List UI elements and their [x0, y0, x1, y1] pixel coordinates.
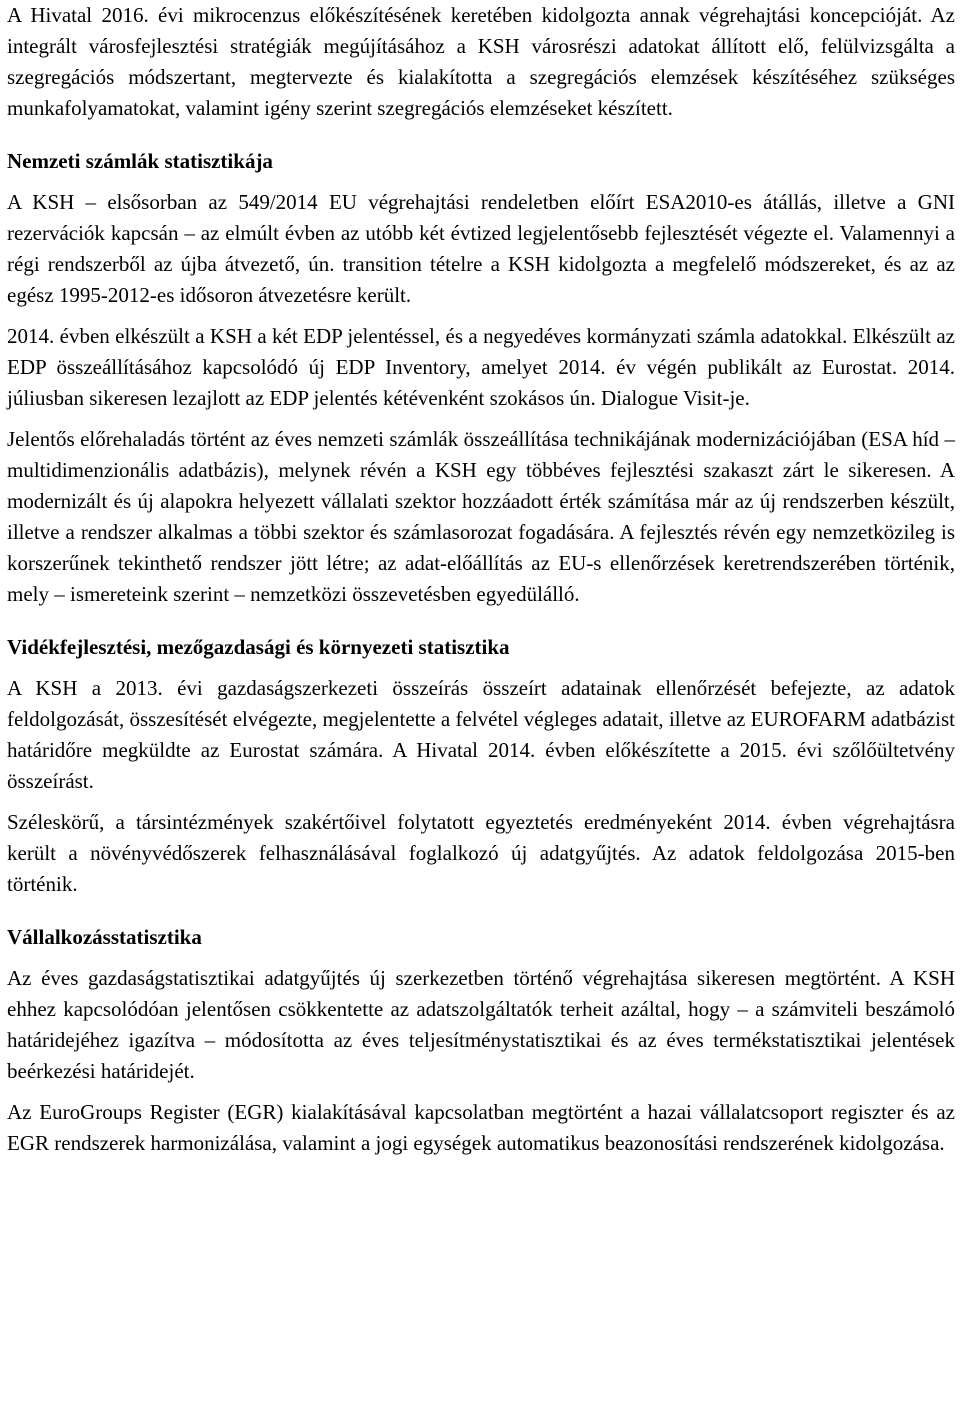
paragraph: A KSH a 2013. évi gazdaságszerkezeti összeírás összeírt adatainak ellenőrzését befejezte, az adatok feldolgozását, összesítését elvégezte, megjelentette a felvétel végleges adatait, illetve az EUROFARM adatbázist határidőre megküldte az Eurostat számára. A Hivatal 2014. évben előkészítette a 2015. évi szőlőültetvény összeírást.: [7, 676, 955, 793]
paragraph: A KSH – elsősorban az 549/2014 EU végrehajtási rendeletben előírt ESA2010-es átállás, illetve a GNI rezervációk kapcsán – az elmúlt évben az utóbb két évtized legjelentősebb fejlesztését végezte el. Valamennyi a régi rendszerből az újba átvezető, ún. transition tételre a KSH kidolgozta a megfelelő módszereket, és az az egész 1995-2012-es idősoron átvezetésre került.: [7, 190, 955, 307]
section-heading-rural-development: Vidékfejlesztési, mezőgazdasági és környezeti statisztika: [7, 635, 510, 659]
paragraph: Az EuroGroups Register (EGR) kialakításával kapcsolatban megtörtént a hazai vállalatcsoport regiszter és az EGR rendszerek harmonizálása, valamint a jogi egységek automatikus beazonosítási rendszerének kidolgozása.: [7, 1100, 955, 1155]
paragraph: 2014. évben elkészült a KSH a két EDP jelentéssel, és a negyedéves kormányzati számla adatokkal. Elkészült az EDP összeállításához kapcsolódó új EDP Inventory, amelyet 2014. év végén publikált az Eurostat. 2014. júliusban sikeresen lezajlott az EDP jelentés kétévenként szokásos ún. Dialogue Visit-je.: [7, 324, 955, 410]
section-heading-national-accounts: Nemzeti számlák statisztikája: [7, 149, 273, 173]
paragraph: Széleskörű, a társintézmények szakértőivel folytatott egyeztetés eredményeként 2014. évben végrehajtásra került a növényvédőszerek felhasználásával foglalkozó új adatgyűjtés. Az adatok feldolgozása 2015-ben történik.: [7, 810, 955, 896]
paragraph: Az éves gazdaságstatisztikai adatgyűjtés új szerkezetben történő végrehajtása sikeresen megtörtént. A KSH ehhez kapcsolódóan jelentősen csökkentette az adatszolgáltatók terheit azáltal, hogy – a számviteli beszámoló határidejéhez igazítva – módosította az éves teljesítménystatisztikai és az éves termékstatisztikai jelentések beérkezési határidejét.: [7, 966, 955, 1083]
section-heading-business-statistics: Vállalkozásstatisztika: [7, 925, 202, 949]
intro-paragraph: A Hivatal 2016. évi mikrocenzus előkészítésének keretében kidolgozta annak végrehajtási koncepcióját. Az integrált városfejlesztési stratégiák megújításához a KSH városrészi adatokat állított elő, felülvizsgálta a szegregációs módszertant, megtervezte és kialakította a szegregációs elemzések készítéséhez szükséges munkafolyamatokat, valamint igény szerint szegregációs elemzéseket készített.: [7, 3, 955, 120]
document-page: [7, 0, 955, 1159]
paragraph: Jelentős előrehaladás történt az éves nemzeti számlák összeállítása technikájának modernizációjában (ESA híd – multidimenzionális adatbázis), melynek révén a KSH egy többéves fejlesztési szakaszt zárt le sikeresen. A modernizált és új alapokra helyezett vállalati szektor hozzáadott érték számítása már az új rendszerben készült, illetve a rendszer alkalmas a többi szektor és számlasorozat fogadására. A fejlesztés révén egy nemzetközileg is korszerűnek tekinthető rendszer jött létre; az adat-előállítás az EU-s ellenőrzések keretrendszerében történik, mely – ismereteink szerint – nemzetközi összevetésben egyedülálló.: [7, 427, 955, 606]
